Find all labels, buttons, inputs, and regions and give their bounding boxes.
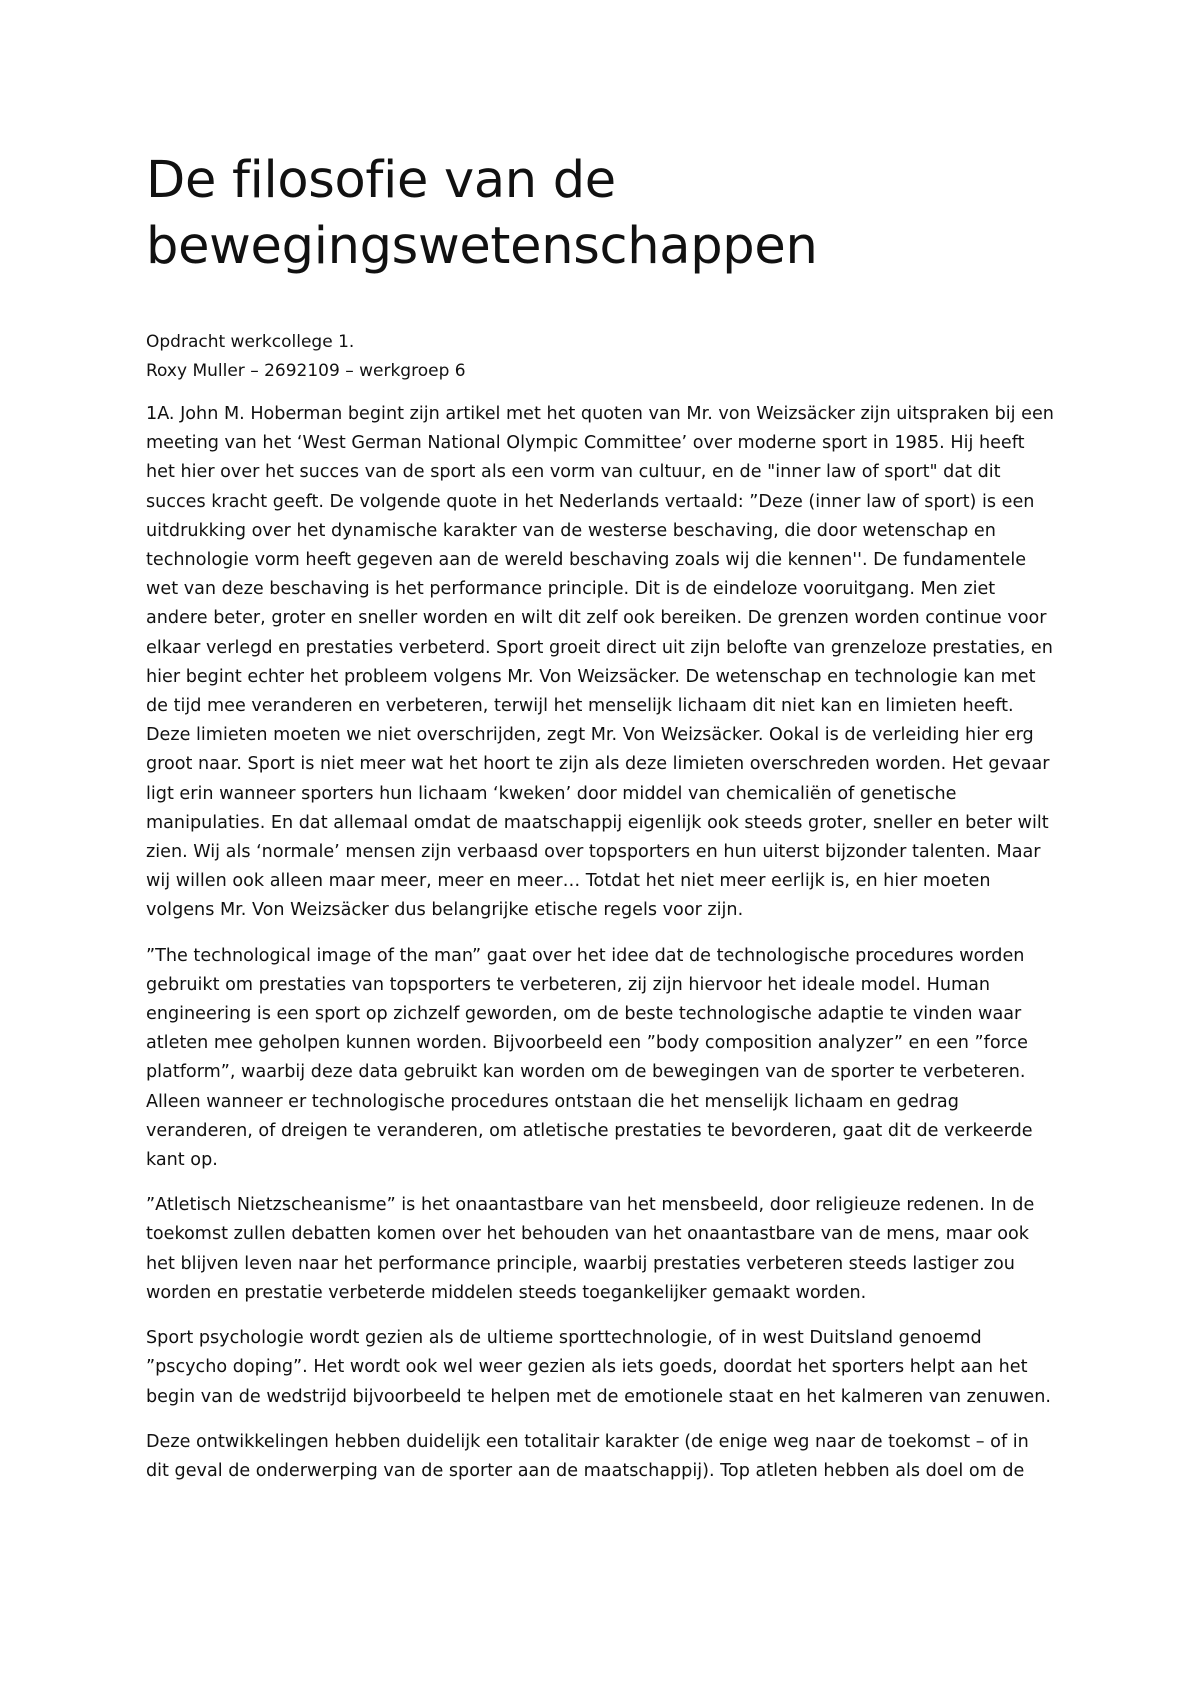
assignment-line: Opdracht werkcollege 1. <box>146 332 355 352</box>
document-body <box>146 148 1054 1502</box>
paragraph-ontwikkelingen: Deze ontwikkelingen hebben duidelijk een totalitair karakter (de enige weg naar de toekomst – of in dit geval de onderwerping van de sporter aan de maatschappij). Top atleten hebben als doel om de <box>146 1431 1029 1481</box>
author-line: Roxy Muller – 2692109 – werkgroep 6 <box>146 361 466 381</box>
document-meta <box>146 328 1054 386</box>
paragraph-technological-image: ”The technological image of the man” gaat over het idee dat de technologische procedures worden gebruikt om prestaties van topsporters te verbeteren, zij zijn hiervoor het ideale model. Human engineering is een sport op zichzelf geworden, om de beste technologische adaptie te vinden waar atleten mee geholpen kunnen worden. Bijvoorbeeld een ”body composition analyzer” en een ”force platform”, waarbij deze data gebruikt kan worden om de bewegingen van de sporter te verbeteren. Alleen wanneer er technologische procedures ontstaan die het menselijk lichaam en gedrag veranderen, of dreigen te veranderen, om atletische prestaties te bevorderen, gaat dit de verkeerde kant op. <box>146 945 1033 1171</box>
paragraph-atletisch-nietzscheanisme: ”Atletisch Nietzscheanisme” is het onaantastbare van het mensbeeld, door religieuze redenen. In de toekomst zullen debatten komen over het behouden van het onaantastbare van de mens, maar ook het blijven leven naar het performance principle, waarbij prestaties verbeteren steeds lastiger zou worden en prestatie verbeterde middelen steeds toegankelijker gemaakt worden. <box>146 1195 1035 1303</box>
paragraph-sport-psychologie: Sport psychologie wordt gezien als de ultieme sporttechnologie, of in west Duitsland genoemd ”pscycho doping”. Het wordt ook wel weer gezien als iets goeds, doordat het sporters helpt aan het begin van de wedstrijd bijvoorbeeld te helpen met de emotionele staat en het kalmeren van zenuwen. <box>146 1328 1051 1407</box>
document-title: De filosofie van de bewegingswetenschappen <box>146 151 818 276</box>
paragraph-intro: 1A. John M. Hoberman begint zijn artikel met het quoten van Mr. von Weizsäcker zijn uitspraken bij een meeting van het ‘West German National Olympic Committee’ over moderne sport in 1985. Hij heeft het hier over het succes van de sport als een vorm van cultuur, en de "inner law of sport" dat dit succes kracht geeft. De volgende quote in het Nederlands vertaald: ”Deze (inner law of sport) is een uitdrukking over het dynamische karakter van de westerse beschaving, die door wetenschap en technologie vorm heeft gegeven aan de wereld beschaving zoals wij die kennen''. De fundamentele wet van deze beschaving is het performance principle. Dit is de eindeloze vooruitgang. Men ziet andere beter, groter en sneller worden en wilt dit zelf ook bereiken. De grenzen worden continue voor elkaar verlegd en prestaties verbeterd. Sport groeit direct uit zijn belofte van grenzeloze prestaties, en hier begint echter het probleem volgens Mr. Von Weizsäcker. De wetenschap en technologie kan met de tijd mee veranderen en verbeteren, terwijl het menselijk lichaam dit niet kan en limieten heeft. Deze limieten moeten we niet overschrijden, zegt Mr. Von Weizsäcker. Ookal is de verleiding hier erg groot naar. Sport is niet meer wat het hoort te zijn als deze limieten overschreden worden. Het gevaar ligt erin wanneer sporters hun lichaam ‘kweken’ door middel van chemicaliën of genetische manipulaties. En dat allemaal omdat de maatschappij eigenlijk ook steeds groter, sneller en beter wilt zien. Wij als ‘normale’ mensen zijn verbaasd over topsporters en hun uiterst bijzonder talenten. Maar wij willen ook alleen maar meer, meer en meer… Totdat het niet meer eerlijk is, en hier moeten volgens Mr. Von Weizsäcker dus belangrijke etische regels voor zijn. <box>146 404 1054 921</box>
